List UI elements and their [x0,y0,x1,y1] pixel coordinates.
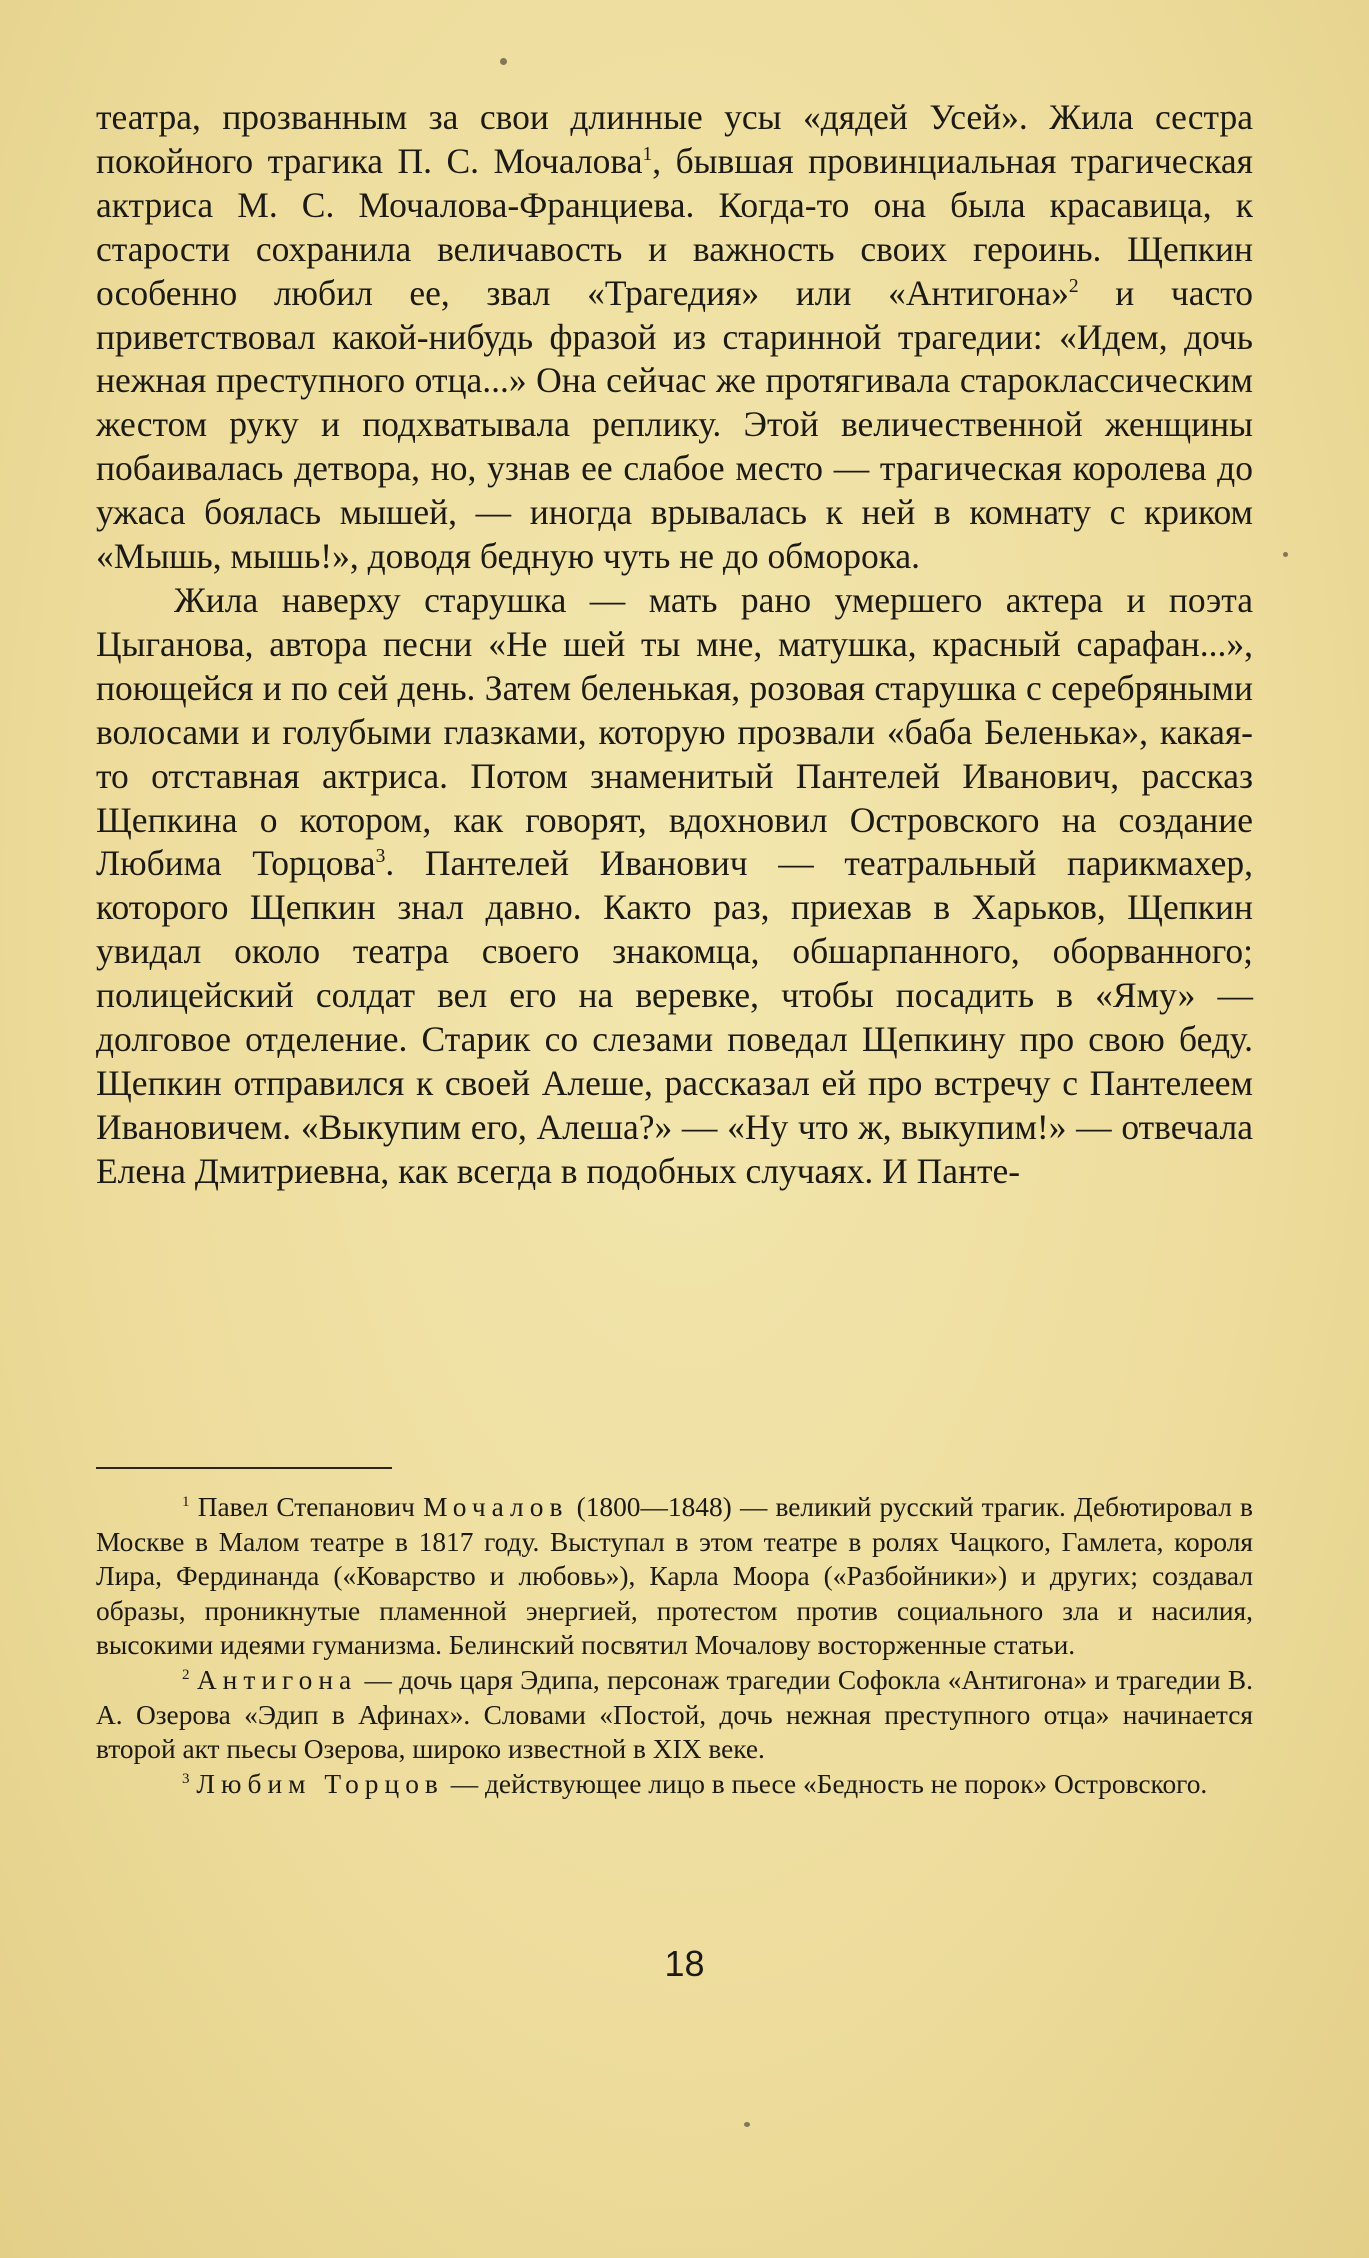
page-number: 18 [664,1943,705,1984]
footnote-1-surname: Мочалов [423,1492,569,1522]
paragraph-1-part-a: театра, прозванным за свои длинные усы «дядей Усей». Жила сестра покойного трагика П. С. Мочалова [96,97,1253,181]
footnotes [96,1490,1253,1801]
footnote-1-text: (1800—1848) — великий русский трагик. Дебютировал в Москве в Малом театре в 1817 году. Выступал в этом театре в ролях Чацкого, Гамлета, короля Лира, Фердинанда («Коварство и любовь»), Карла Моора («Разбойники») и других; создавал образы, проникнутые пламенной энергией, протестом против социального зла и насилия, высокими идеями гуманизма. Белинский посвятил Мочалову восторженные статьи. [96,1492,1253,1661]
footnote-divider [96,1467,392,1469]
paper-speck [1283,552,1288,557]
paper-speck [744,2122,750,2127]
footnote-ref-3: 3 [375,846,386,868]
footnote-1-number: 1 [182,1493,190,1510]
paragraph-2 [96,579,1253,1194]
paragraph-2-part-a: Жила наверху старушка — мать рано умершего актера и поэта Цыганова, автора песни «Не шей ты мне, матушка, красный сарафан...», поющейся и по сей день. Затем беленькая, розовая старушка с серебряными волосами и голубыми глазками, которую прозвали «баба Беленька», какая-то отставная актриса. Потом знаменитый Пантелей Иванович, рассказ Щепкина о котором, как говорят, вдохновил Островского на создание Любима Торцова [96,579,1253,884]
footnote-3-term: Любим Торцов [196,1768,444,1799]
footnote-3-number: 3 [182,1770,190,1787]
footnote-3-text: — действующее лицо в пьесе «Бедность не порок» Островского. [443,1768,1208,1799]
footnote-1 [96,1490,1253,1663]
paragraph-1 [96,96,1253,579]
footnote-ref-1: 1 [642,144,653,166]
paragraph-2-part-b: . Пантелей Иванович — театральный парикмахер, которого Щепкин знал давно. Както раз, приехав в Харьков, Щепкин увидал около театра своего знакомца, обшарпанного, оборванного; полицейский солдат вел его на веревке, чтобы посадить в «Яму» — долговое отделение. Старик со слезами поведал Щепкину про свою беду. Щепкин отправился к своей Алеше, рассказал ей про встречу с Пантелеем Ивановичем. «Выкупим его, Алеша?» — «Ну что ж, выкупим!» — отвечала Елена Дмитриевна, как всегда в подобных случаях. И Панте- [96,843,1254,1191]
footnote-ref-2: 2 [1068,275,1079,297]
paper-speck [500,58,507,65]
footnote-3 [96,1767,1253,1802]
footnote-2 [96,1663,1253,1767]
footnote-2-text: — дочь царя Эдипа, персонаж трагедии Софокла «Антигона» и трагедии В. А. Озерова «Эдип в Афинах». Словами «Постой, дочь нежная преступного отца» начинается второй акт пьесы Озерова, широко известной в XIX веке. [96,1664,1253,1765]
footnote-2-number: 2 [182,1666,190,1683]
main-text [96,96,1253,1194]
footnote-2-term: Антигона [196,1664,358,1695]
paragraph-1-part-c: и часто приветствовал какой-нибудь фразой из старинной трагедии: «Идем, дочь нежная преступного отца...» Она сейчас же протягивала староклассическим жестом руку и подхватывала реплику. Этой величественной женщины побаивалась детвора, но, узнав ее слабое место — трагическая королева до ужаса боялась мышей, — иногда врывалась к ней в комнату с криком «Мышь, мышь!», доводя бедную чуть не до обморока. [96,272,1254,577]
paragraph-1-part-b: , бывшая провинциальная трагическая актриса М. С. Мочалова-Франциева. Когда-то она была красавица, к старости сохранила величавость и важность своих героинь. Щепкин особенно любил ее, звал «Трагедия» или «Антигона» [96,140,1253,313]
footnote-1-name: Павел Степанович [197,1492,415,1522]
